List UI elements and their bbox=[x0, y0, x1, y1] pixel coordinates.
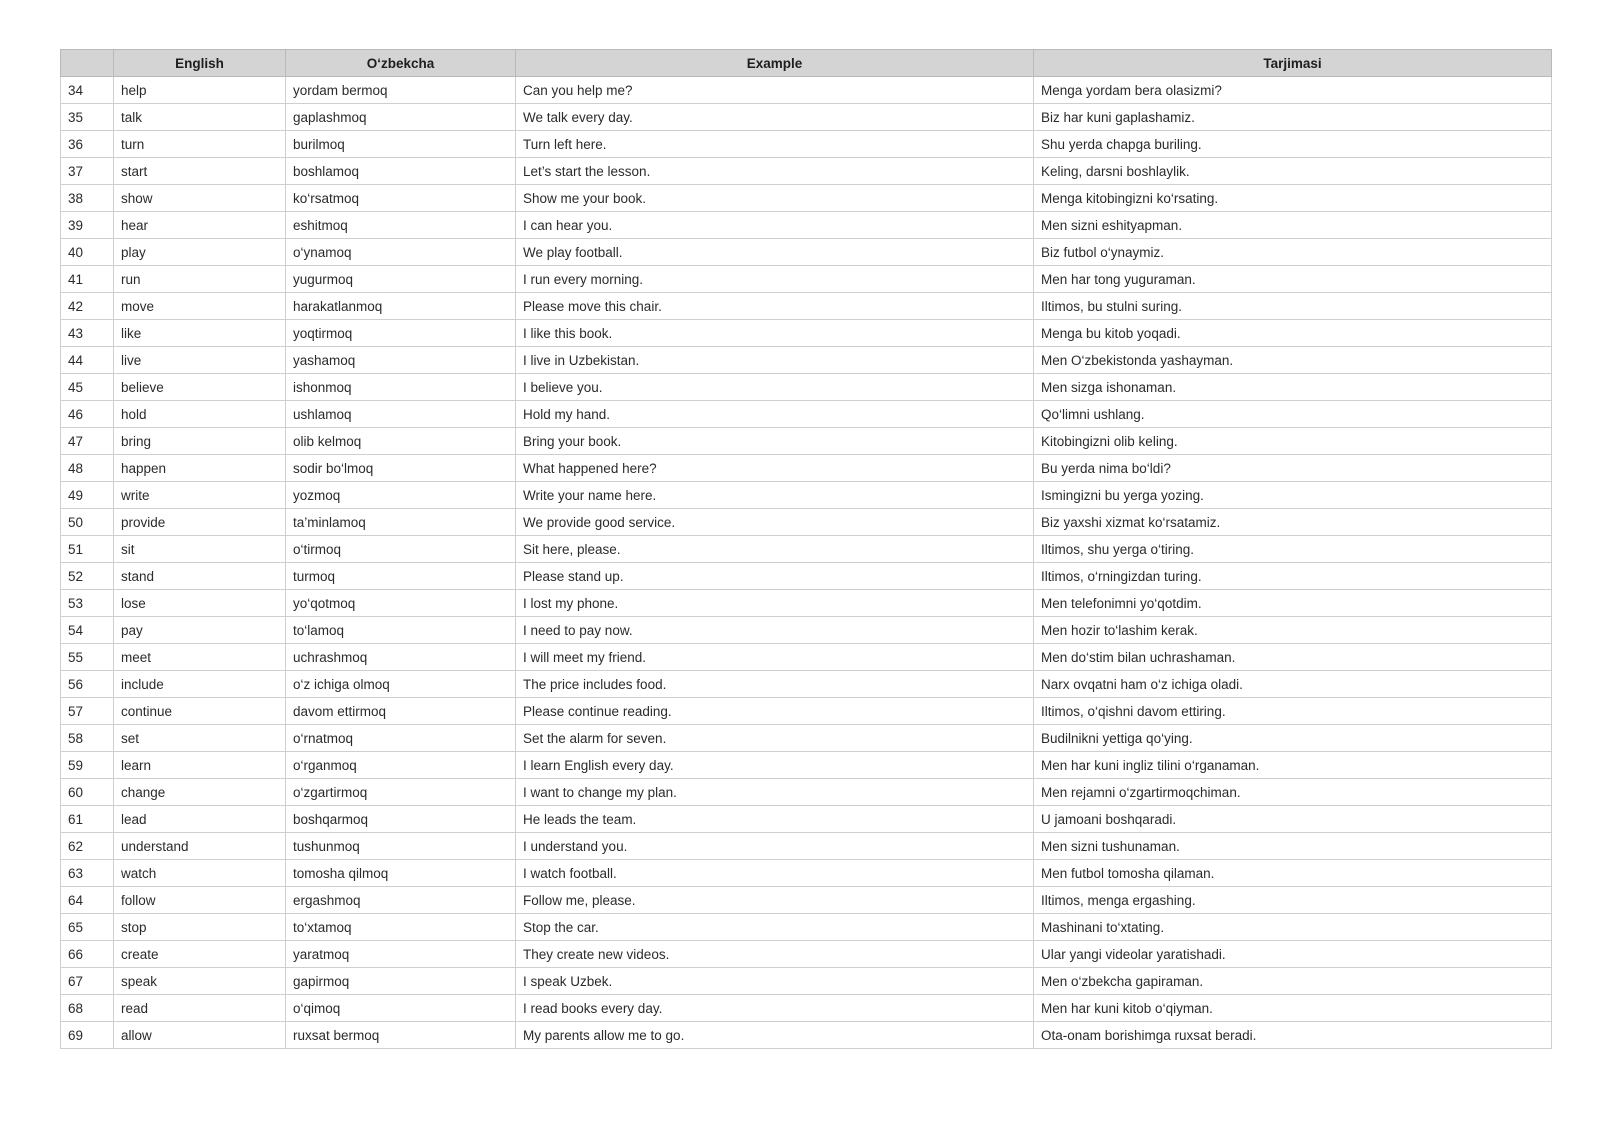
row-number: 46 bbox=[61, 401, 114, 428]
translation: U jamoani boshqaradi. bbox=[1034, 806, 1552, 833]
english-word: run bbox=[114, 266, 286, 293]
row-number: 61 bbox=[61, 806, 114, 833]
vocabulary-sheet bbox=[60, 49, 1552, 1049]
row-number: 35 bbox=[61, 104, 114, 131]
example-sentence: Follow me, please. bbox=[516, 887, 1034, 914]
table-row bbox=[61, 860, 1552, 887]
table-row bbox=[61, 725, 1552, 752]
translation: Menga yordam bera olasizmi? bbox=[1034, 77, 1552, 104]
row-number: 56 bbox=[61, 671, 114, 698]
table-row bbox=[61, 617, 1552, 644]
translation: Men O‘zbekistonda yashayman. bbox=[1034, 347, 1552, 374]
table-row bbox=[61, 536, 1552, 563]
header-number bbox=[61, 50, 114, 77]
english-word: hear bbox=[114, 212, 286, 239]
row-number: 50 bbox=[61, 509, 114, 536]
table-row bbox=[61, 671, 1552, 698]
english-word: lose bbox=[114, 590, 286, 617]
example-sentence: I believe you. bbox=[516, 374, 1034, 401]
english-word: understand bbox=[114, 833, 286, 860]
example-sentence: Please continue reading. bbox=[516, 698, 1034, 725]
example-sentence: I need to pay now. bbox=[516, 617, 1034, 644]
header-translation: Tarjimasi bbox=[1034, 50, 1552, 77]
translation: Iltimos, menga ergashing. bbox=[1034, 887, 1552, 914]
row-number: 43 bbox=[61, 320, 114, 347]
english-word: include bbox=[114, 671, 286, 698]
translation: Qo‘limni ushlang. bbox=[1034, 401, 1552, 428]
translation: Menga bu kitob yoqadi. bbox=[1034, 320, 1552, 347]
uzbek-word: gaplashmoq bbox=[286, 104, 516, 131]
row-number: 47 bbox=[61, 428, 114, 455]
row-number: 54 bbox=[61, 617, 114, 644]
example-sentence: I understand you. bbox=[516, 833, 1034, 860]
uzbek-word: gapirmoq bbox=[286, 968, 516, 995]
english-word: turn bbox=[114, 131, 286, 158]
uzbek-word: o‘qimoq bbox=[286, 995, 516, 1022]
translation: Men o‘zbekcha gapiraman. bbox=[1034, 968, 1552, 995]
example-sentence: Turn left here. bbox=[516, 131, 1034, 158]
uzbek-word: burilmoq bbox=[286, 131, 516, 158]
uzbek-word: o‘zgartirmoq bbox=[286, 779, 516, 806]
row-number: 64 bbox=[61, 887, 114, 914]
english-word: help bbox=[114, 77, 286, 104]
uzbek-word: eshitmoq bbox=[286, 212, 516, 239]
row-number: 60 bbox=[61, 779, 114, 806]
example-sentence: I read books every day. bbox=[516, 995, 1034, 1022]
example-sentence: Please move this chair. bbox=[516, 293, 1034, 320]
example-sentence: I speak Uzbek. bbox=[516, 968, 1034, 995]
english-word: play bbox=[114, 239, 286, 266]
example-sentence: I live in Uzbekistan. bbox=[516, 347, 1034, 374]
english-word: pay bbox=[114, 617, 286, 644]
uzbek-word: sodir bo‘lmoq bbox=[286, 455, 516, 482]
translation: Men sizni eshityapman. bbox=[1034, 212, 1552, 239]
translation: Ular yangi videolar yaratishadi. bbox=[1034, 941, 1552, 968]
uzbek-word: ta’minlamoq bbox=[286, 509, 516, 536]
uzbek-word: yugurmoq bbox=[286, 266, 516, 293]
row-number: 55 bbox=[61, 644, 114, 671]
table-row bbox=[61, 563, 1552, 590]
english-word: like bbox=[114, 320, 286, 347]
table-row bbox=[61, 455, 1552, 482]
header-example: Example bbox=[516, 50, 1034, 77]
table-row bbox=[61, 995, 1552, 1022]
example-sentence: I run every morning. bbox=[516, 266, 1034, 293]
example-sentence: I watch football. bbox=[516, 860, 1034, 887]
uzbek-word: boshqarmoq bbox=[286, 806, 516, 833]
translation: Men hozir to‘lashim kerak. bbox=[1034, 617, 1552, 644]
english-word: talk bbox=[114, 104, 286, 131]
english-word: meet bbox=[114, 644, 286, 671]
uzbek-word: yoqtirmoq bbox=[286, 320, 516, 347]
uzbek-word: to‘lamoq bbox=[286, 617, 516, 644]
header-row bbox=[61, 50, 1552, 77]
table-row bbox=[61, 833, 1552, 860]
example-sentence: I want to change my plan. bbox=[516, 779, 1034, 806]
row-number: 45 bbox=[61, 374, 114, 401]
translation: Ota-onam borishimga ruxsat beradi. bbox=[1034, 1022, 1552, 1049]
row-number: 62 bbox=[61, 833, 114, 860]
table-row bbox=[61, 374, 1552, 401]
example-sentence: I lost my phone. bbox=[516, 590, 1034, 617]
translation: Iltimos, bu stulni suring. bbox=[1034, 293, 1552, 320]
row-number: 39 bbox=[61, 212, 114, 239]
table-row bbox=[61, 698, 1552, 725]
table-row bbox=[61, 806, 1552, 833]
example-sentence: He leads the team. bbox=[516, 806, 1034, 833]
translation: Kitobingizni olib keling. bbox=[1034, 428, 1552, 455]
english-word: show bbox=[114, 185, 286, 212]
uzbek-word: tomosha qilmoq bbox=[286, 860, 516, 887]
row-number: 69 bbox=[61, 1022, 114, 1049]
row-number: 52 bbox=[61, 563, 114, 590]
translation: Men har kuni ingliz tilini o‘rganaman. bbox=[1034, 752, 1552, 779]
table-row bbox=[61, 941, 1552, 968]
example-sentence: They create new videos. bbox=[516, 941, 1034, 968]
uzbek-word: boshlamoq bbox=[286, 158, 516, 185]
row-number: 48 bbox=[61, 455, 114, 482]
example-sentence: Can you help me? bbox=[516, 77, 1034, 104]
example-sentence: The price includes food. bbox=[516, 671, 1034, 698]
row-number: 63 bbox=[61, 860, 114, 887]
uzbek-word: yo‘qotmoq bbox=[286, 590, 516, 617]
translation: Men futbol tomosha qilaman. bbox=[1034, 860, 1552, 887]
uzbek-word: uchrashmoq bbox=[286, 644, 516, 671]
uzbek-word: yashamoq bbox=[286, 347, 516, 374]
table-row bbox=[61, 644, 1552, 671]
english-word: lead bbox=[114, 806, 286, 833]
uzbek-word: ergashmoq bbox=[286, 887, 516, 914]
table-row bbox=[61, 1022, 1552, 1049]
uzbek-word: yaratmoq bbox=[286, 941, 516, 968]
table-row bbox=[61, 77, 1552, 104]
translation: Men har tong yuguraman. bbox=[1034, 266, 1552, 293]
table-row bbox=[61, 887, 1552, 914]
uzbek-word: yordam bermoq bbox=[286, 77, 516, 104]
row-number: 49 bbox=[61, 482, 114, 509]
translation: Mashinani to‘xtating. bbox=[1034, 914, 1552, 941]
example-sentence: We talk every day. bbox=[516, 104, 1034, 131]
uzbek-word: ishonmoq bbox=[286, 374, 516, 401]
translation: Menga kitobingizni ko‘rsating. bbox=[1034, 185, 1552, 212]
uzbek-word: ko‘rsatmoq bbox=[286, 185, 516, 212]
english-word: speak bbox=[114, 968, 286, 995]
english-word: set bbox=[114, 725, 286, 752]
table-row bbox=[61, 347, 1552, 374]
translation: Narx ovqatni ham o‘z ichiga oladi. bbox=[1034, 671, 1552, 698]
row-number: 37 bbox=[61, 158, 114, 185]
row-number: 51 bbox=[61, 536, 114, 563]
row-number: 34 bbox=[61, 77, 114, 104]
vocabulary-table bbox=[60, 49, 1552, 1049]
english-word: live bbox=[114, 347, 286, 374]
header-english: English bbox=[114, 50, 286, 77]
row-number: 58 bbox=[61, 725, 114, 752]
row-number: 38 bbox=[61, 185, 114, 212]
example-sentence: I will meet my friend. bbox=[516, 644, 1034, 671]
translation: Iltimos, o‘rningizdan turing. bbox=[1034, 563, 1552, 590]
row-number: 36 bbox=[61, 131, 114, 158]
table-row bbox=[61, 428, 1552, 455]
table-row bbox=[61, 131, 1552, 158]
example-sentence: I learn English every day. bbox=[516, 752, 1034, 779]
translation: Men do‘stim bilan uchrashaman. bbox=[1034, 644, 1552, 671]
table-row bbox=[61, 968, 1552, 995]
translation: Biz yaxshi xizmat ko‘rsatamiz. bbox=[1034, 509, 1552, 536]
example-sentence: My parents allow me to go. bbox=[516, 1022, 1034, 1049]
translation: Biz futbol o‘ynaymiz. bbox=[1034, 239, 1552, 266]
uzbek-word: o‘ynamoq bbox=[286, 239, 516, 266]
row-number: 67 bbox=[61, 968, 114, 995]
uzbek-word: harakatlanmoq bbox=[286, 293, 516, 320]
table-row bbox=[61, 914, 1552, 941]
translation: Men har kuni kitob o‘qiyman. bbox=[1034, 995, 1552, 1022]
header-uzbek: O‘zbekcha bbox=[286, 50, 516, 77]
translation: Budilnikni yettiga qo‘ying. bbox=[1034, 725, 1552, 752]
english-word: stop bbox=[114, 914, 286, 941]
row-number: 68 bbox=[61, 995, 114, 1022]
table-row bbox=[61, 239, 1552, 266]
example-sentence: Please stand up. bbox=[516, 563, 1034, 590]
row-number: 66 bbox=[61, 941, 114, 968]
example-sentence: Stop the car. bbox=[516, 914, 1034, 941]
english-word: hold bbox=[114, 401, 286, 428]
uzbek-word: o‘tirmoq bbox=[286, 536, 516, 563]
example-sentence: Let’s start the lesson. bbox=[516, 158, 1034, 185]
english-word: sit bbox=[114, 536, 286, 563]
table-row bbox=[61, 158, 1552, 185]
example-sentence: I like this book. bbox=[516, 320, 1034, 347]
translation: Iltimos, shu yerga o‘tiring. bbox=[1034, 536, 1552, 563]
english-word: follow bbox=[114, 887, 286, 914]
english-word: learn bbox=[114, 752, 286, 779]
table-row bbox=[61, 212, 1552, 239]
english-word: continue bbox=[114, 698, 286, 725]
english-word: move bbox=[114, 293, 286, 320]
table-header bbox=[61, 50, 1552, 77]
table-row bbox=[61, 509, 1552, 536]
english-word: believe bbox=[114, 374, 286, 401]
example-sentence: Set the alarm for seven. bbox=[516, 725, 1034, 752]
english-word: happen bbox=[114, 455, 286, 482]
uzbek-word: tushunmoq bbox=[286, 833, 516, 860]
translation: Keling, darsni boshlaylik. bbox=[1034, 158, 1552, 185]
uzbek-word: ushlamoq bbox=[286, 401, 516, 428]
english-word: bring bbox=[114, 428, 286, 455]
english-word: create bbox=[114, 941, 286, 968]
english-word: write bbox=[114, 482, 286, 509]
table-row bbox=[61, 752, 1552, 779]
example-sentence: Write your name here. bbox=[516, 482, 1034, 509]
translation: Men sizni tushunaman. bbox=[1034, 833, 1552, 860]
translation: Men rejamni o‘zgartirmoqchiman. bbox=[1034, 779, 1552, 806]
example-sentence: We provide good service. bbox=[516, 509, 1034, 536]
example-sentence: What happened here? bbox=[516, 455, 1034, 482]
row-number: 53 bbox=[61, 590, 114, 617]
table-row bbox=[61, 401, 1552, 428]
uzbek-word: o‘z ichiga olmoq bbox=[286, 671, 516, 698]
row-number: 57 bbox=[61, 698, 114, 725]
english-word: change bbox=[114, 779, 286, 806]
uzbek-word: yozmoq bbox=[286, 482, 516, 509]
table-row bbox=[61, 104, 1552, 131]
example-sentence: Sit here, please. bbox=[516, 536, 1034, 563]
row-number: 41 bbox=[61, 266, 114, 293]
example-sentence: We play football. bbox=[516, 239, 1034, 266]
english-word: stand bbox=[114, 563, 286, 590]
translation: Iltimos, o‘qishni davom ettiring. bbox=[1034, 698, 1552, 725]
english-word: provide bbox=[114, 509, 286, 536]
translation: Biz har kuni gaplashamiz. bbox=[1034, 104, 1552, 131]
uzbek-word: o‘rnatmoq bbox=[286, 725, 516, 752]
row-number: 59 bbox=[61, 752, 114, 779]
row-number: 65 bbox=[61, 914, 114, 941]
row-number: 42 bbox=[61, 293, 114, 320]
table-row bbox=[61, 590, 1552, 617]
example-sentence: Bring your book. bbox=[516, 428, 1034, 455]
table-body bbox=[61, 77, 1552, 1049]
uzbek-word: ruxsat bermoq bbox=[286, 1022, 516, 1049]
row-number: 40 bbox=[61, 239, 114, 266]
example-sentence: Show me your book. bbox=[516, 185, 1034, 212]
table-row bbox=[61, 779, 1552, 806]
table-row bbox=[61, 266, 1552, 293]
english-word: watch bbox=[114, 860, 286, 887]
uzbek-word: davom ettirmoq bbox=[286, 698, 516, 725]
uzbek-word: turmoq bbox=[286, 563, 516, 590]
row-number: 44 bbox=[61, 347, 114, 374]
translation: Men telefonimni yo‘qotdim. bbox=[1034, 590, 1552, 617]
table-row bbox=[61, 482, 1552, 509]
example-sentence: Hold my hand. bbox=[516, 401, 1034, 428]
table-row bbox=[61, 293, 1552, 320]
translation: Bu yerda nima bo‘ldi? bbox=[1034, 455, 1552, 482]
uzbek-word: olib kelmoq bbox=[286, 428, 516, 455]
table-row bbox=[61, 320, 1552, 347]
uzbek-word: o‘rganmoq bbox=[286, 752, 516, 779]
translation: Ismingizni bu yerga yozing. bbox=[1034, 482, 1552, 509]
uzbek-word: to‘xtamoq bbox=[286, 914, 516, 941]
english-word: start bbox=[114, 158, 286, 185]
english-word: allow bbox=[114, 1022, 286, 1049]
example-sentence: I can hear you. bbox=[516, 212, 1034, 239]
table-row bbox=[61, 185, 1552, 212]
translation: Men sizga ishonaman. bbox=[1034, 374, 1552, 401]
english-word: read bbox=[114, 995, 286, 1022]
translation: Shu yerda chapga buriling. bbox=[1034, 131, 1552, 158]
